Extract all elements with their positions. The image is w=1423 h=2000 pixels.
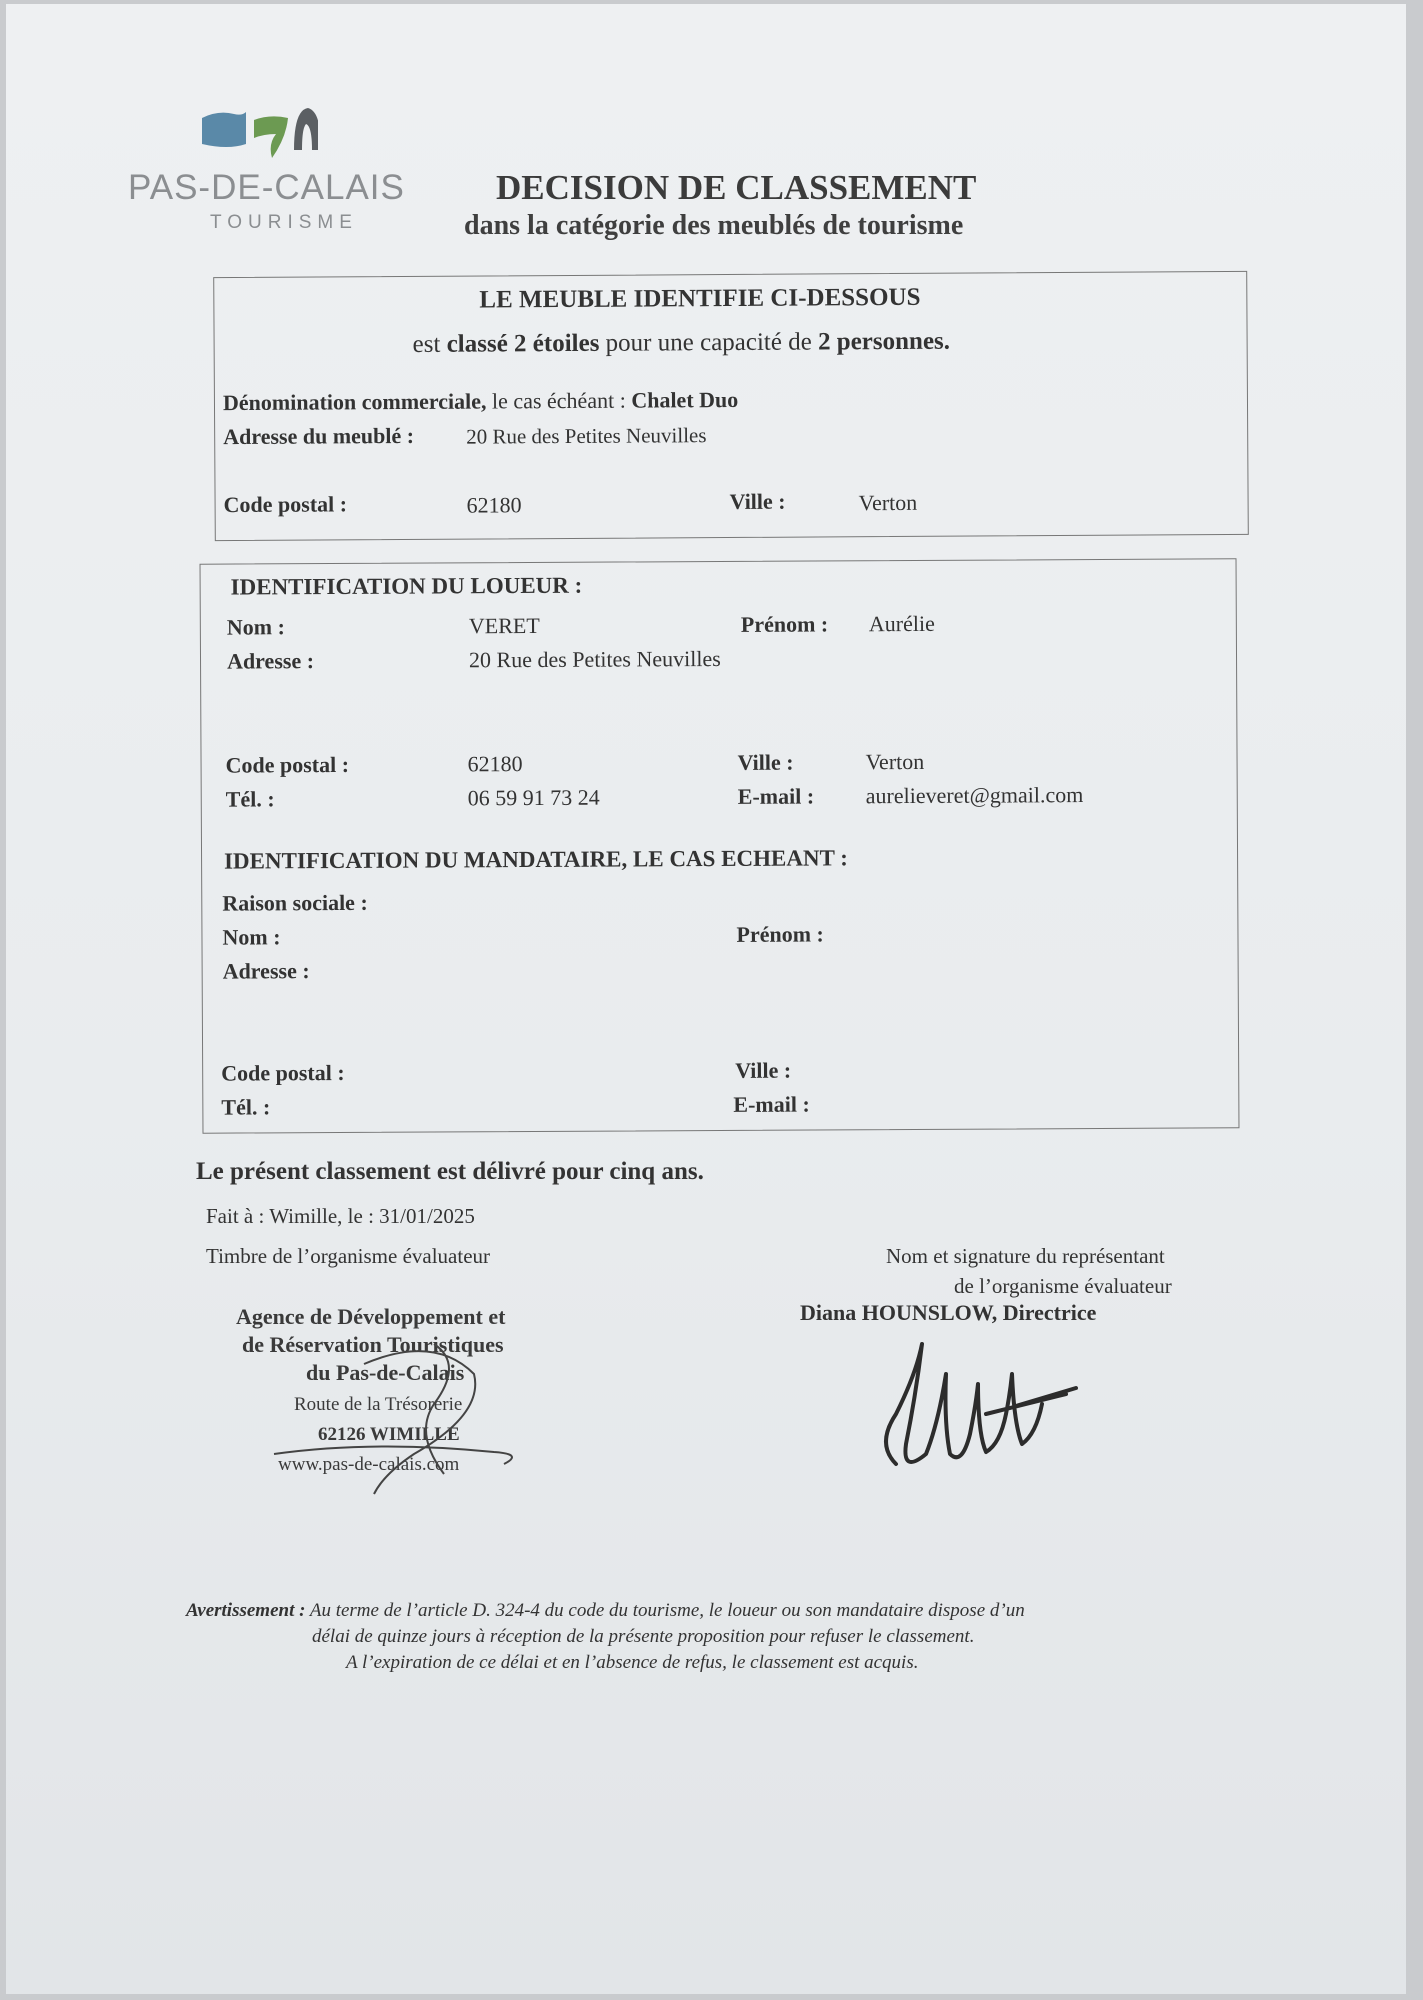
stars-rating: classé 2 étoiles [446, 329, 600, 358]
loueur-nom-value: VERET [468, 612, 540, 639]
mandataire-tel-label: Tél. : [221, 1094, 271, 1120]
pas-de-calais-logo [128, 104, 448, 244]
loueur-adresse-value: 20 Rue des Petites Neuvilles [468, 645, 721, 673]
logo-subtext: TOURISME [210, 212, 358, 233]
loueur-cp-value: 62180 [467, 751, 523, 777]
stamp-line-3: du Pas-de-Calais [306, 1360, 465, 1385]
mandataire-nom-label: Nom : [222, 924, 281, 950]
mandataire-raison-label: Raison sociale : [222, 889, 368, 916]
loueur-heading: IDENTIFICATION DU LOUEUR : [230, 572, 583, 600]
capacity-prefix: est [412, 330, 447, 358]
meuble-cp-label: Code postal : [223, 491, 348, 518]
logo-shapes-icon [198, 104, 318, 166]
agency-stamp [234, 1304, 614, 1514]
meuble-adresse-value: 20 Rue des Petites Neuvilles [466, 423, 707, 449]
mandataire-ville-label: Ville : [735, 1057, 792, 1083]
capacity-line [413, 328, 951, 359]
warning-line-2: délai de quinze jours à réception de la présente proposition pour refuser le classement. [312, 1626, 975, 1647]
capacity-suffix: personnes. [830, 327, 951, 356]
signature-line-2: de l’organisme évaluateur [954, 1274, 1172, 1298]
stamp-line-2: de Réservation Touristiques [242, 1332, 504, 1357]
meuble-heading: LE MEUBLE IDENTIFIE CI-DESSOUS [479, 283, 921, 314]
loueur-tel-value: 06 59 91 73 24 [467, 784, 600, 811]
identification-box [200, 558, 1240, 1133]
loueur-ville-label: Ville : [737, 749, 794, 775]
mandataire-prenom-label: Prénom : [736, 921, 824, 947]
classement-duration: Le présent classement est délivré pour cinq ans. [196, 1158, 704, 1185]
meuble-box [213, 271, 1249, 541]
logo-text: PAS-DE-CALAIS [128, 168, 405, 207]
meuble-adresse-label: Adresse du meublé : [223, 422, 415, 450]
document-subtitle: dans la catégorie des meublés de tourisme [464, 210, 964, 241]
loueur-cp-label: Code postal : [225, 751, 350, 778]
signature-line-1: Nom et signature du représentant [886, 1244, 1165, 1268]
mandataire-adresse-label: Adresse : [222, 958, 310, 984]
timbre-label: Timbre de l’organisme évaluateur [206, 1244, 491, 1268]
signer-name: Diana HOUNSLOW, Directrice [800, 1300, 1097, 1325]
meuble-ville-value: Verton [858, 489, 918, 516]
document-page [6, 4, 1406, 1994]
warning-line-3: A l’expiration de ce délai et en l’absence de refus, le classement est acquis. [346, 1652, 919, 1673]
mandataire-heading: IDENTIFICATION DU MANDATAIRE, LE CAS ECHEANT : [224, 845, 848, 874]
stamp-line-5: 62126 WIMILLE [318, 1424, 460, 1445]
loueur-prenom-value: Aurélie [868, 610, 935, 637]
loueur-adresse-label: Adresse : [226, 648, 315, 674]
capacity-number: 2 [817, 328, 831, 356]
document-title: DECISION DE CLASSEMENT [496, 168, 977, 207]
warning-label: Avertissement : [186, 1600, 306, 1621]
capacity-mid: pour une capacité de [599, 328, 819, 357]
fait-a-line: Fait à : Wimille, le : 31/01/2025 [206, 1204, 475, 1228]
stamp-scribble-icon [234, 1304, 614, 1514]
warning-line-1 [186, 1600, 1025, 1622]
loueur-ville-value: Verton [865, 748, 925, 775]
warning-text-1: Au terme de l’article D. 324-4 du code du tourisme, le loueur ou son mandataire dispose d’un [305, 1600, 1025, 1621]
handwritten-signature-icon [866, 1334, 1086, 1484]
loueur-tel-label: Tél. : [225, 786, 275, 812]
stamp-line-1: Agence de Développement et [236, 1304, 506, 1329]
loueur-email-value: aurelieveret@gmail.com [865, 782, 1084, 809]
loueur-nom-label: Nom : [226, 614, 285, 640]
mandataire-email-label: E-mail : [733, 1091, 810, 1117]
loueur-email-label: E-mail : [737, 783, 815, 809]
meuble-ville-label: Ville : [729, 488, 786, 515]
denomination-line [223, 387, 738, 416]
stamp-line-4: Route de la Trésorerie [294, 1394, 463, 1415]
stamp-line-6: www.pas-de-calais.com [278, 1454, 460, 1475]
denomination-value: Chalet Duo [631, 386, 739, 413]
mandataire-cp-label: Code postal : [221, 1059, 345, 1086]
denomination-rest: le cas échéant : [486, 387, 632, 414]
meuble-cp-value: 62180 [466, 492, 522, 518]
denomination-label: Dénomination commerciale, [222, 388, 487, 416]
loueur-prenom-label: Prénom : [740, 611, 829, 637]
